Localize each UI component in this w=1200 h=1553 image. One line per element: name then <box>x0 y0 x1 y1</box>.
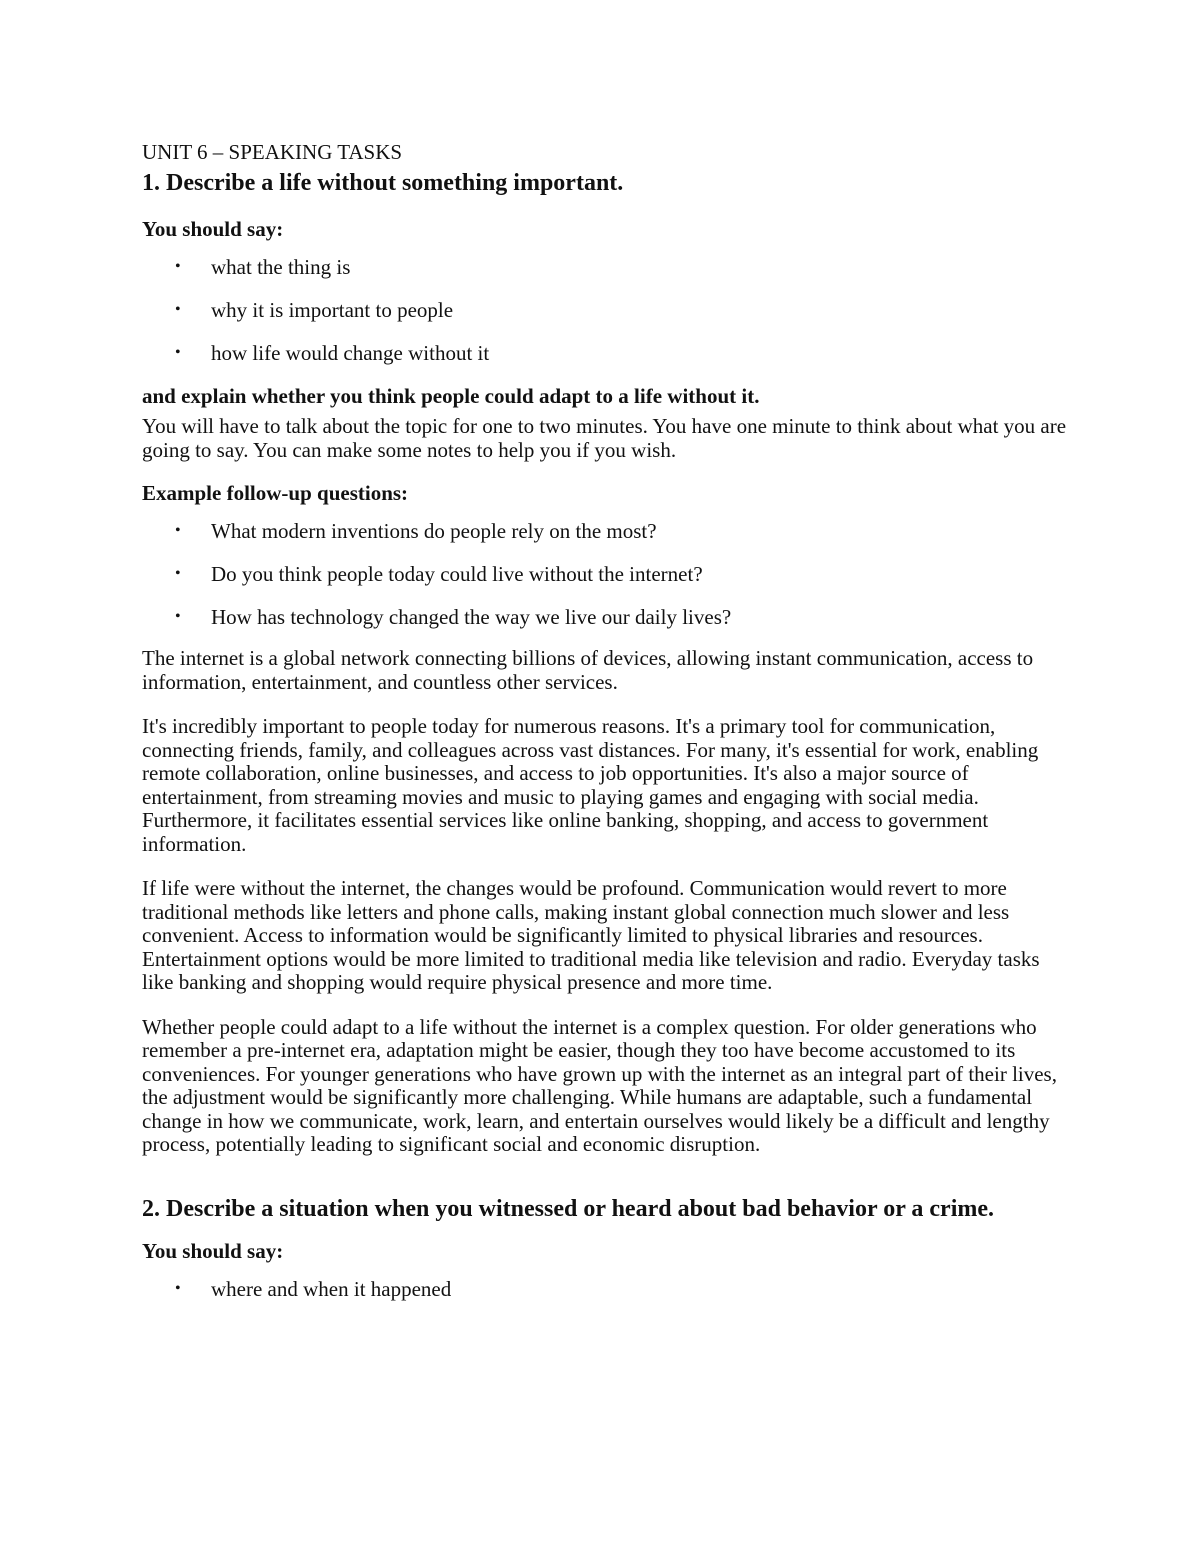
list-item <box>142 604 1067 630</box>
answer-paragraph: If life were without the internet, the changes would be profound. Communication would revert to more traditional methods like letters and phone calls, making instant global connection much slower and less convenient. Access to information would be significantly limited to physical libraries and resources. Entertainment options would be more limited to traditional media like television and radio. Everyday tasks like banking and shopping would require physical presence and more time. <box>142 876 1040 994</box>
list-item-text: Do you think people today could live without the internet? <box>211 562 703 586</box>
bullet-icon: • <box>175 522 181 539</box>
document-page <box>142 138 1067 1319</box>
list-item <box>142 1276 1067 1302</box>
task-1-bullet-list <box>142 254 1067 366</box>
answer-paragraph: It's incredibly important to people today for numerous reasons. It's a primary tool for communication, connecting friends, family, and colleagues across vast distances. For many, it's essential for work, enabling remote collaboration, online businesses, and access to job opportunities. It's also a major source of entertainment, from streaming movies and music to playing games and engaging with social media. Furthermore, it facilitates essential services like online banking, shopping, and access to government information. <box>142 714 1039 856</box>
list-item <box>142 561 1067 587</box>
task-1-followup-list <box>142 518 1067 630</box>
list-item-text: What modern inventions do people rely on the most? <box>211 519 657 543</box>
list-item-text: How has technology changed the way we live our daily lives? <box>211 605 732 629</box>
task-2-bullet-list <box>142 1276 1067 1302</box>
task-1-explain: and explain whether you think people could adapt to a life without it. <box>142 384 760 408</box>
task-1-instructions: You will have to talk about the topic for one to two minutes. You have one minute to think about what you are going to say. You can make some notes to help you if you wish. <box>142 414 1067 462</box>
list-item-text: how life would change without it <box>211 341 490 365</box>
bullet-icon: • <box>175 1279 181 1297</box>
section-spacer <box>142 1178 1067 1196</box>
task-1-followup-label: Example follow-up questions: <box>142 481 409 505</box>
bullet-icon: • <box>175 258 181 275</box>
bullet-icon: • <box>175 565 181 582</box>
list-item <box>142 340 1067 366</box>
list-item <box>142 254 1067 280</box>
answer-paragraph: The internet is a global network connecting billions of devices, allowing instant communication, access to information, entertainment, and countless other services. <box>142 646 1034 694</box>
task-1-you-should-say: You should say: <box>142 217 284 241</box>
list-item <box>142 518 1067 544</box>
task-1-heading: 1. Describe a life without something important. <box>142 170 624 196</box>
bullet-icon: • <box>175 608 181 625</box>
unit-title: UNIT 6 – SPEAKING TASKS <box>142 140 403 164</box>
bullet-icon: • <box>175 344 181 361</box>
list-item-text: why it is important to people <box>211 298 454 322</box>
task-2-you-should-say: You should say: <box>142 1238 284 1263</box>
list-item <box>142 297 1067 323</box>
list-item-text: where and when it happened <box>211 1276 452 1301</box>
task-2-heading: 2. Describe a situation when you witnessed or heard about bad behavior or a crime. <box>142 1195 995 1222</box>
bullet-icon: • <box>175 301 181 318</box>
list-item-text: what the thing is <box>211 255 351 279</box>
answer-paragraph: Whether people could adapt to a life without the internet is a complex question. For older generations who remember a pre-internet era, adaptation might be easier, though they too have become accustomed to its conveniences. For younger generations who have grown up with the internet as an integral part of their lives, the adjustment would be significantly more challenging. While humans are adaptable, such a fundamental change in how we communicate, work, learn, and entertain ourselves would likely be a difficult and lengthy process, potentially leading to significant social and economic disruption. <box>142 1014 1057 1156</box>
